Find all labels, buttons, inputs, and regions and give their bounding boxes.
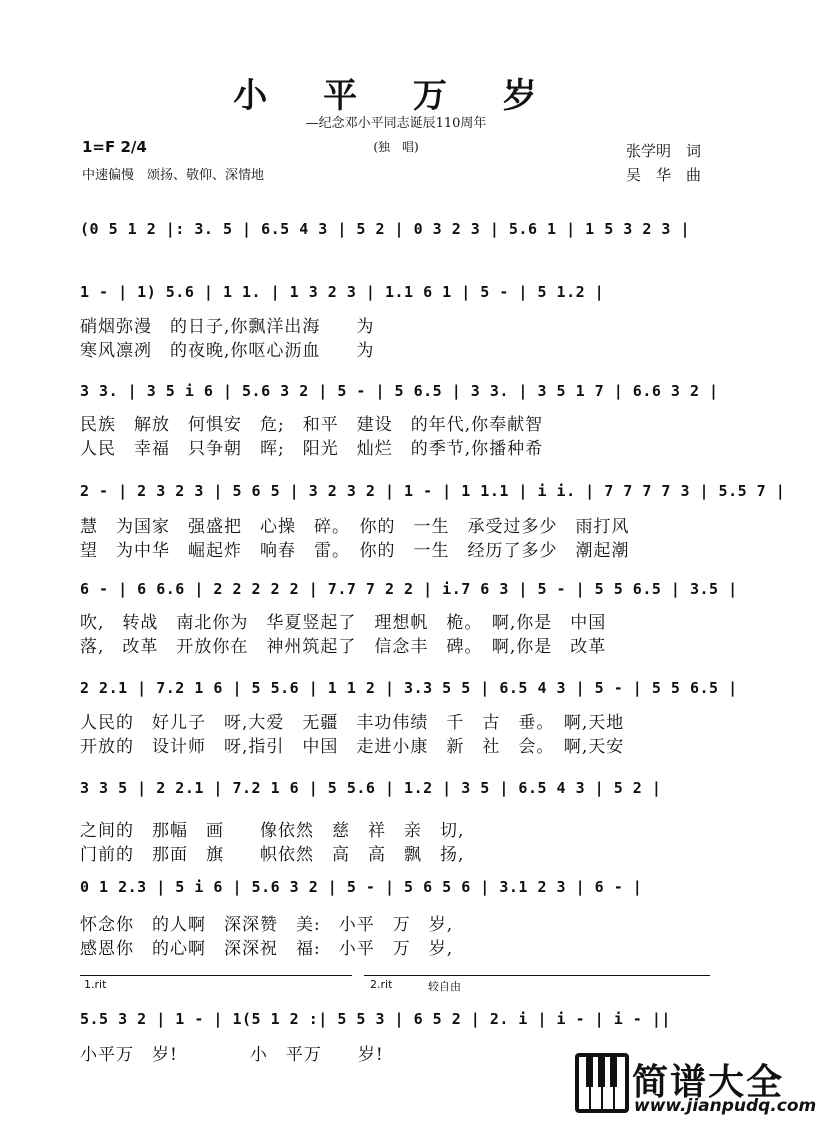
tempo-marking: 中速偏慢 颂扬、敬仰、深情地 <box>82 168 265 183</box>
song-title: 小 平 万 岁 <box>233 76 559 116</box>
lyric-line: 慧 为国家 强盛把 心操 碎。 你的 一生 承受过多少 雨打风 <box>80 517 630 537</box>
ending-1-bracket <box>80 975 352 976</box>
key-signature: 1=F 2/4 <box>82 138 147 156</box>
lyric-line: 人民 幸福 只争朝 晖; 阳光 灿烂 的季节,你播种希 <box>80 439 544 459</box>
composer-credit: 吴 华 曲 <box>626 166 702 184</box>
lyricist-credit: 张学明 词 <box>626 142 702 160</box>
ending-2-tempo: 较自由 <box>428 980 461 993</box>
lyric-line: 人民的 好儿子 呀,大爱 无疆 丰功伟绩 千 古 垂。 啊,天地 <box>80 713 625 733</box>
lyric-line: 望 为中华 崛起炸 响春 雷。 你的 一生 经历了多少 潮起潮 <box>80 541 630 561</box>
notation-line: 5.5 3 2 | 1 - | 1(5 1 2 :| 5 5 3 | 6 5 2 | 2. i | i - | i - || <box>80 1010 671 1028</box>
lyric-line: 怀念你 的人啊 深深赞 美: 小平 万 岁, <box>80 915 454 935</box>
lyric-line: 落, 改革 开放你在 神州筑起了 信念丰 碑。 啊,你是 改革 <box>80 637 607 657</box>
lyric-line: 小平万 岁! 小 平万 岁! <box>80 1045 384 1065</box>
notation-line: 3 3 5 | 2 2.1 | 7.2 1 6 | 5 5.6 | 1.2 | 3 5 | 6.5 4 3 | 5 2 | <box>80 779 662 797</box>
piano-keys-icon <box>574 1052 630 1114</box>
watermark-url: www.jianpudq.com <box>634 1096 816 1116</box>
lyric-line: 之间的 那幅 画 像依然 慈 祥 亲 切, <box>80 821 465 841</box>
notation-line: (0 5 1 2 |: 3. 5 | 6.5 4 3 | 5 2 | 0 3 2 3 | 5.6 1 | 1 5 3 2 3 | <box>80 220 690 238</box>
notation-line: 2 2.1 | 7.2 1 6 | 5 5.6 | 1 1 2 | 3.3 5 5 | 6.5 4 3 | 5 - | 5 5 6.5 | <box>80 679 738 697</box>
watermark-logo <box>574 1052 816 1116</box>
lyric-line: 民族 解放 何惧安 危; 和平 建设 的年代,你奉献智 <box>80 415 544 435</box>
notation-line: 0 1 2.3 | 5 i 6 | 5.6 3 2 | 5 - | 5 6 5 6 | 3.1 2 3 | 6 - | <box>80 878 643 896</box>
lyric-line: 门前的 那面 旗 帜依然 高 高 飘 扬, <box>80 845 465 865</box>
notation-line: 3 3. | 3 5 i 6 | 5.6 3 2 | 5 - | 5 6.5 | 3 3. | 3 5 1 7 | 6.6 3 2 | <box>80 382 719 400</box>
song-subtitle: —纪念邓小平同志诞辰110周年 <box>305 116 487 131</box>
lyric-line: 开放的 设计师 呀,指引 中国 走进小康 新 社 会。 啊,天安 <box>80 737 625 757</box>
ending-2-bracket <box>364 975 710 976</box>
ending-1-label: 1.rit <box>84 978 107 991</box>
ending-2-label: 2.rit <box>370 978 393 991</box>
lyric-line: 硝烟弥漫 的日子,你飘洋出海 为 <box>80 317 375 337</box>
watermark-text: 简谱大全 <box>632 1062 785 1103</box>
lyric-line: 感恩你 的心啊 深深祝 福: 小平 万 岁, <box>80 939 454 959</box>
performance-note: (独 唱) <box>373 140 419 154</box>
notation-line: 6 - | 6 6.6 | 2 2 2 2 2 | 7.7 7 2 2 | i.7 6 3 | 5 - | 5 5 6.5 | 3.5 | <box>80 580 738 598</box>
lyric-line: 寒风凛冽 的夜晚,你呕心沥血 为 <box>80 341 375 361</box>
notation-line: 2 - | 2 3 2 3 | 5 6 5 | 3 2 3 2 | 1 - | 1 1.1 | i i. | 7 7 7 7 3 | 5.5 7 | <box>80 482 786 500</box>
lyric-line: 吹, 转战 南北你为 华夏竖起了 理想帆 桅。 啊,你是 中国 <box>80 613 607 633</box>
notation-line: 1 - | 1) 5.6 | 1 1. | 1 3 2 3 | 1.1 6 1 | 5 - | 5 1.2 | <box>80 283 605 301</box>
